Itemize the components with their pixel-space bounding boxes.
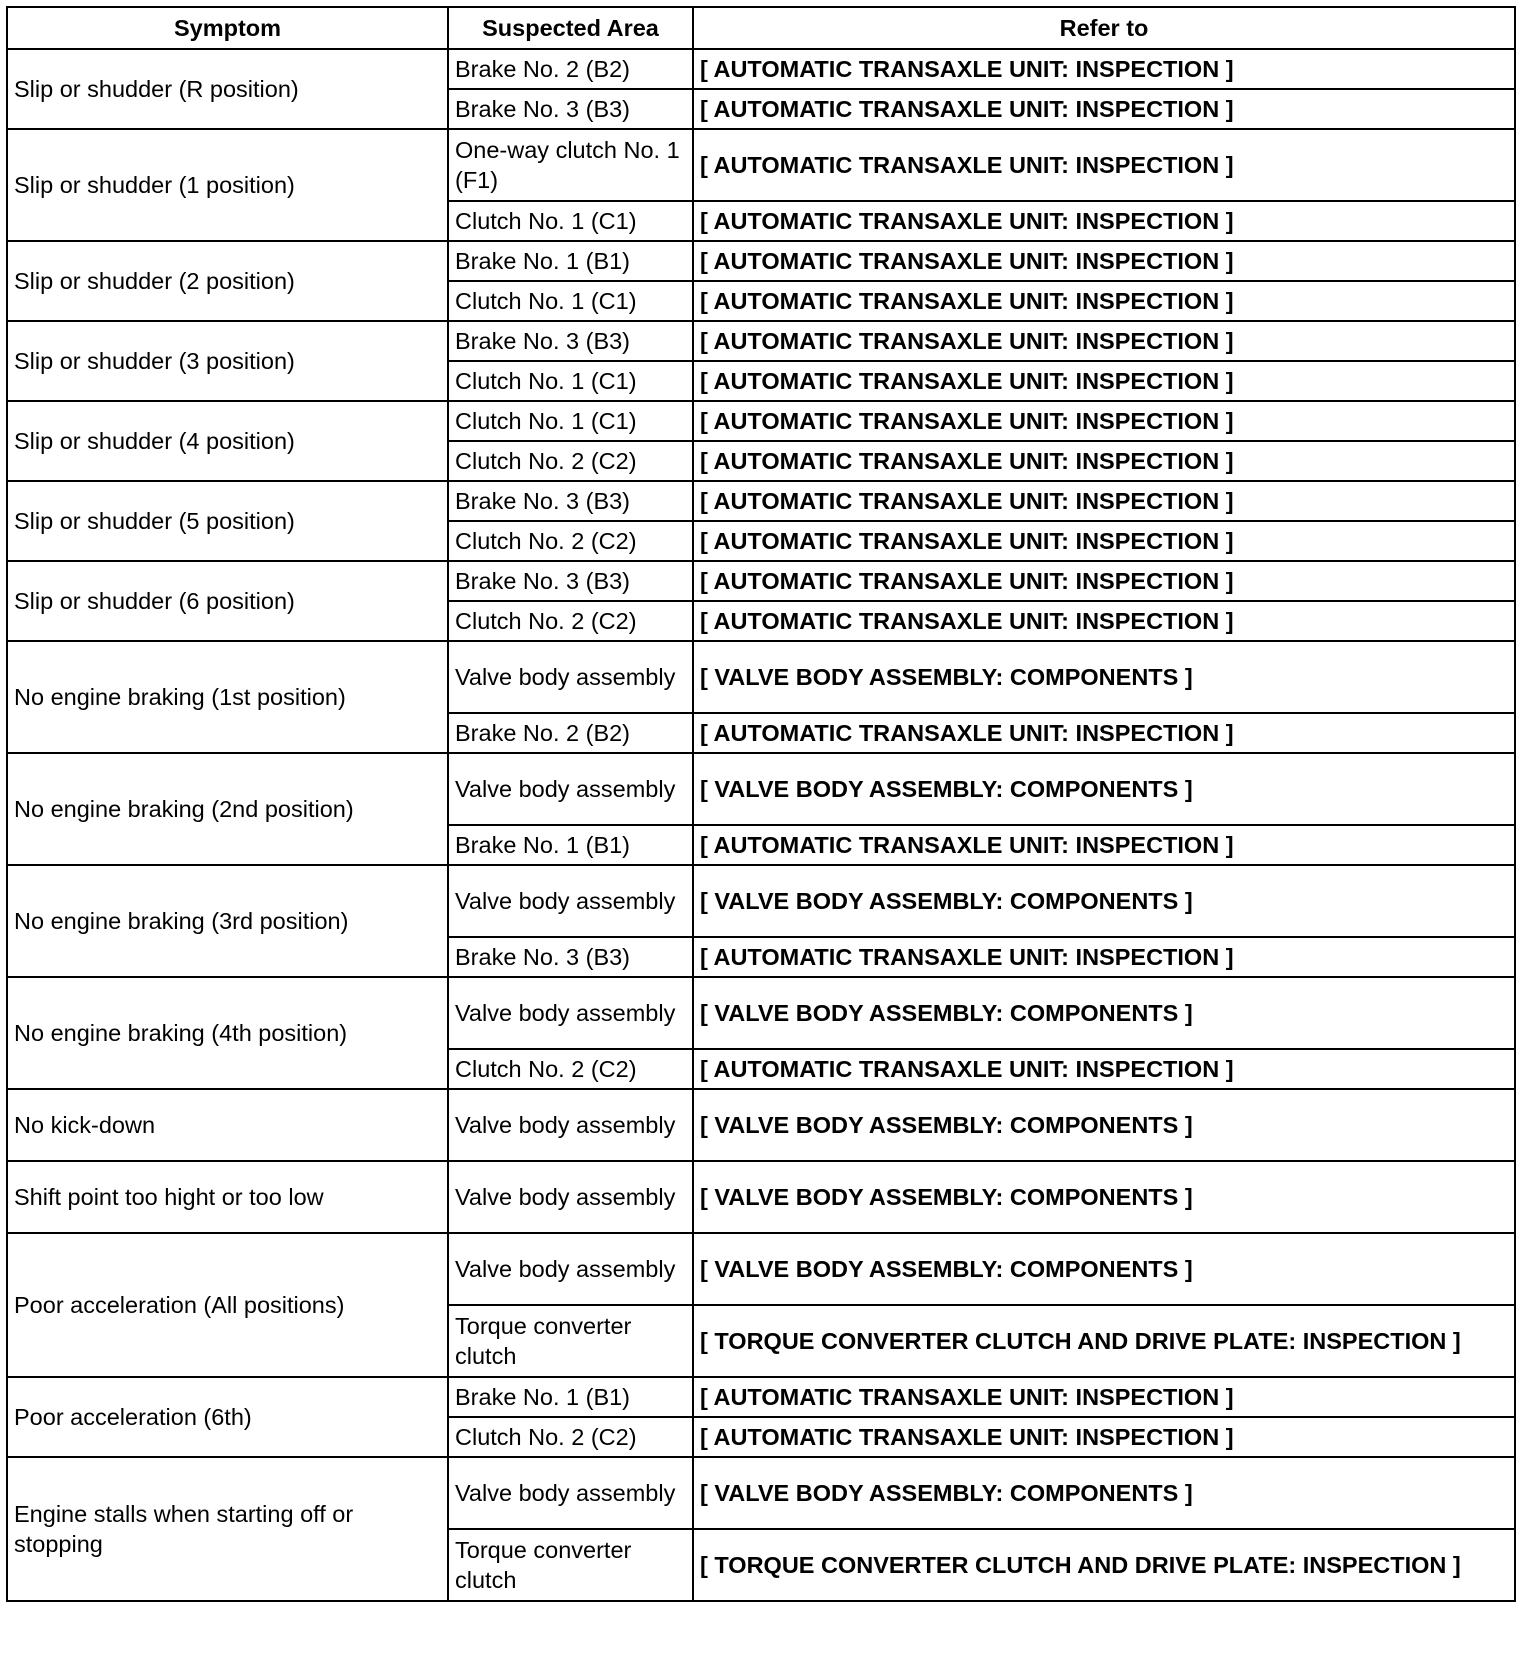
refer-to-cell: [ VALVE BODY ASSEMBLY: COMPONENTS ] — [693, 753, 1515, 825]
table-row — [7, 129, 1515, 201]
symptom-cell: No engine braking (3rd position) — [7, 865, 448, 977]
table-row — [7, 865, 1515, 937]
suspected-area-cell: Brake No. 3 (B3) — [448, 937, 693, 977]
table-body — [7, 49, 1515, 1601]
refer-to-cell: [ AUTOMATIC TRANSAXLE UNIT: INSPECTION ] — [693, 1049, 1515, 1089]
refer-to-column-header: Refer to — [693, 7, 1515, 49]
table-row — [7, 1089, 1515, 1161]
suspected-area-cell: Valve body assembly — [448, 1089, 693, 1161]
suspected-area-cell: Brake No. 2 (B2) — [448, 49, 693, 89]
suspected-area-cell: Brake No. 3 (B3) — [448, 321, 693, 361]
refer-to-cell: [ AUTOMATIC TRANSAXLE UNIT: INSPECTION ] — [693, 601, 1515, 641]
table-row — [7, 641, 1515, 713]
symptom-cell: Slip or shudder (4 position) — [7, 401, 448, 481]
table-row — [7, 977, 1515, 1049]
suspected-area-cell: One-way clutch No. 1 (F1) — [448, 129, 693, 201]
refer-to-cell: [ AUTOMATIC TRANSAXLE UNIT: INSPECTION ] — [693, 561, 1515, 601]
suspected-area-cell: Clutch No. 1 (C1) — [448, 401, 693, 441]
refer-to-cell: [ AUTOMATIC TRANSAXLE UNIT: INSPECTION ] — [693, 1417, 1515, 1457]
suspected-area-cell: Clutch No. 2 (C2) — [448, 521, 693, 561]
refer-to-cell: [ VALVE BODY ASSEMBLY: COMPONENTS ] — [693, 1161, 1515, 1233]
refer-to-cell: [ AUTOMATIC TRANSAXLE UNIT: INSPECTION ] — [693, 401, 1515, 441]
symptom-cell: Slip or shudder (3 position) — [7, 321, 448, 401]
symptom-cell: No engine braking (4th position) — [7, 977, 448, 1089]
refer-to-cell: [ VALVE BODY ASSEMBLY: COMPONENTS ] — [693, 641, 1515, 713]
refer-to-cell: [ AUTOMATIC TRANSAXLE UNIT: INSPECTION ] — [693, 49, 1515, 89]
suspected-area-cell: Valve body assembly — [448, 1457, 693, 1529]
refer-to-cell: [ VALVE BODY ASSEMBLY: COMPONENTS ] — [693, 865, 1515, 937]
refer-to-cell: [ TORQUE CONVERTER CLUTCH AND DRIVE PLATE: INSPECTION ] — [693, 1305, 1515, 1377]
refer-to-cell: [ TORQUE CONVERTER CLUTCH AND DRIVE PLATE: INSPECTION ] — [693, 1529, 1515, 1601]
table-row — [7, 1161, 1515, 1233]
suspected-area-cell: Valve body assembly — [448, 641, 693, 713]
table-row — [7, 321, 1515, 361]
suspected-area-cell: Brake No. 1 (B1) — [448, 241, 693, 281]
suspected-area-cell: Valve body assembly — [448, 865, 693, 937]
suspected-area-cell: Valve body assembly — [448, 1161, 693, 1233]
table-row — [7, 753, 1515, 825]
refer-to-cell: [ AUTOMATIC TRANSAXLE UNIT: INSPECTION ] — [693, 481, 1515, 521]
refer-to-cell: [ AUTOMATIC TRANSAXLE UNIT: INSPECTION ] — [693, 825, 1515, 865]
symptom-cell: No engine braking (1st position) — [7, 641, 448, 753]
suspected-area-cell: Torque converter clutch — [448, 1305, 693, 1377]
table-row — [7, 49, 1515, 89]
suspected-area-cell: Torque converter clutch — [448, 1529, 693, 1601]
suspected-area-cell: Clutch No. 2 (C2) — [448, 1417, 693, 1457]
table-row — [7, 1377, 1515, 1417]
refer-to-cell: [ VALVE BODY ASSEMBLY: COMPONENTS ] — [693, 1457, 1515, 1529]
table-row — [7, 1457, 1515, 1529]
refer-to-cell: [ AUTOMATIC TRANSAXLE UNIT: INSPECTION ] — [693, 201, 1515, 241]
symptom-cell: No engine braking (2nd position) — [7, 753, 448, 865]
symptom-cell: Slip or shudder (1 position) — [7, 129, 448, 241]
symptom-cell: Slip or shudder (2 position) — [7, 241, 448, 321]
suspected-area-cell: Valve body assembly — [448, 753, 693, 825]
refer-to-cell: [ AUTOMATIC TRANSAXLE UNIT: INSPECTION ] — [693, 361, 1515, 401]
document-page — [6, 6, 1516, 1602]
symptom-cell: Poor acceleration (6th) — [7, 1377, 448, 1457]
symptom-table — [6, 6, 1516, 1602]
suspected-area-column-header: Suspected Area — [448, 7, 693, 49]
table-row — [7, 481, 1515, 521]
symptom-cell: Slip or shudder (6 position) — [7, 561, 448, 641]
refer-to-cell: [ AUTOMATIC TRANSAXLE UNIT: INSPECTION ] — [693, 521, 1515, 561]
suspected-area-cell: Clutch No. 2 (C2) — [448, 1049, 693, 1089]
refer-to-cell: [ VALVE BODY ASSEMBLY: COMPONENTS ] — [693, 1089, 1515, 1161]
refer-to-cell: [ AUTOMATIC TRANSAXLE UNIT: INSPECTION ] — [693, 321, 1515, 361]
symptom-column-header: Symptom — [7, 7, 448, 49]
suspected-area-cell: Brake No. 1 (B1) — [448, 825, 693, 865]
table-row — [7, 401, 1515, 441]
suspected-area-cell: Valve body assembly — [448, 977, 693, 1049]
refer-to-cell: [ AUTOMATIC TRANSAXLE UNIT: INSPECTION ] — [693, 129, 1515, 201]
table-header — [7, 7, 1515, 49]
suspected-area-cell: Brake No. 3 (B3) — [448, 89, 693, 129]
suspected-area-cell: Valve body assembly — [448, 1233, 693, 1305]
refer-to-cell: [ AUTOMATIC TRANSAXLE UNIT: INSPECTION ] — [693, 281, 1515, 321]
header-row — [7, 7, 1515, 49]
suspected-area-cell: Clutch No. 1 (C1) — [448, 361, 693, 401]
symptom-cell: Poor acceleration (All positions) — [7, 1233, 448, 1377]
table-row — [7, 561, 1515, 601]
suspected-area-cell: Brake No. 2 (B2) — [448, 713, 693, 753]
suspected-area-cell: Brake No. 1 (B1) — [448, 1377, 693, 1417]
refer-to-cell: [ AUTOMATIC TRANSAXLE UNIT: INSPECTION ] — [693, 441, 1515, 481]
suspected-area-cell: Brake No. 3 (B3) — [448, 561, 693, 601]
refer-to-cell: [ VALVE BODY ASSEMBLY: COMPONENTS ] — [693, 1233, 1515, 1305]
suspected-area-cell: Clutch No. 2 (C2) — [448, 601, 693, 641]
refer-to-cell: [ VALVE BODY ASSEMBLY: COMPONENTS ] — [693, 977, 1515, 1049]
symptom-cell: Slip or shudder (5 position) — [7, 481, 448, 561]
table-row — [7, 1233, 1515, 1305]
suspected-area-cell: Clutch No. 1 (C1) — [448, 281, 693, 321]
symptom-cell: No kick-down — [7, 1089, 448, 1161]
symptom-cell: Shift point too hight or too low — [7, 1161, 448, 1233]
table-row — [7, 241, 1515, 281]
refer-to-cell: [ AUTOMATIC TRANSAXLE UNIT: INSPECTION ] — [693, 89, 1515, 129]
refer-to-cell: [ AUTOMATIC TRANSAXLE UNIT: INSPECTION ] — [693, 241, 1515, 281]
suspected-area-cell: Clutch No. 2 (C2) — [448, 441, 693, 481]
suspected-area-cell: Clutch No. 1 (C1) — [448, 201, 693, 241]
symptom-cell: Slip or shudder (R position) — [7, 49, 448, 129]
refer-to-cell: [ AUTOMATIC TRANSAXLE UNIT: INSPECTION ] — [693, 1377, 1515, 1417]
refer-to-cell: [ AUTOMATIC TRANSAXLE UNIT: INSPECTION ] — [693, 937, 1515, 977]
suspected-area-cell: Brake No. 3 (B3) — [448, 481, 693, 521]
refer-to-cell: [ AUTOMATIC TRANSAXLE UNIT: INSPECTION ] — [693, 713, 1515, 753]
symptom-cell: Engine stalls when starting off or stopping — [7, 1457, 448, 1601]
